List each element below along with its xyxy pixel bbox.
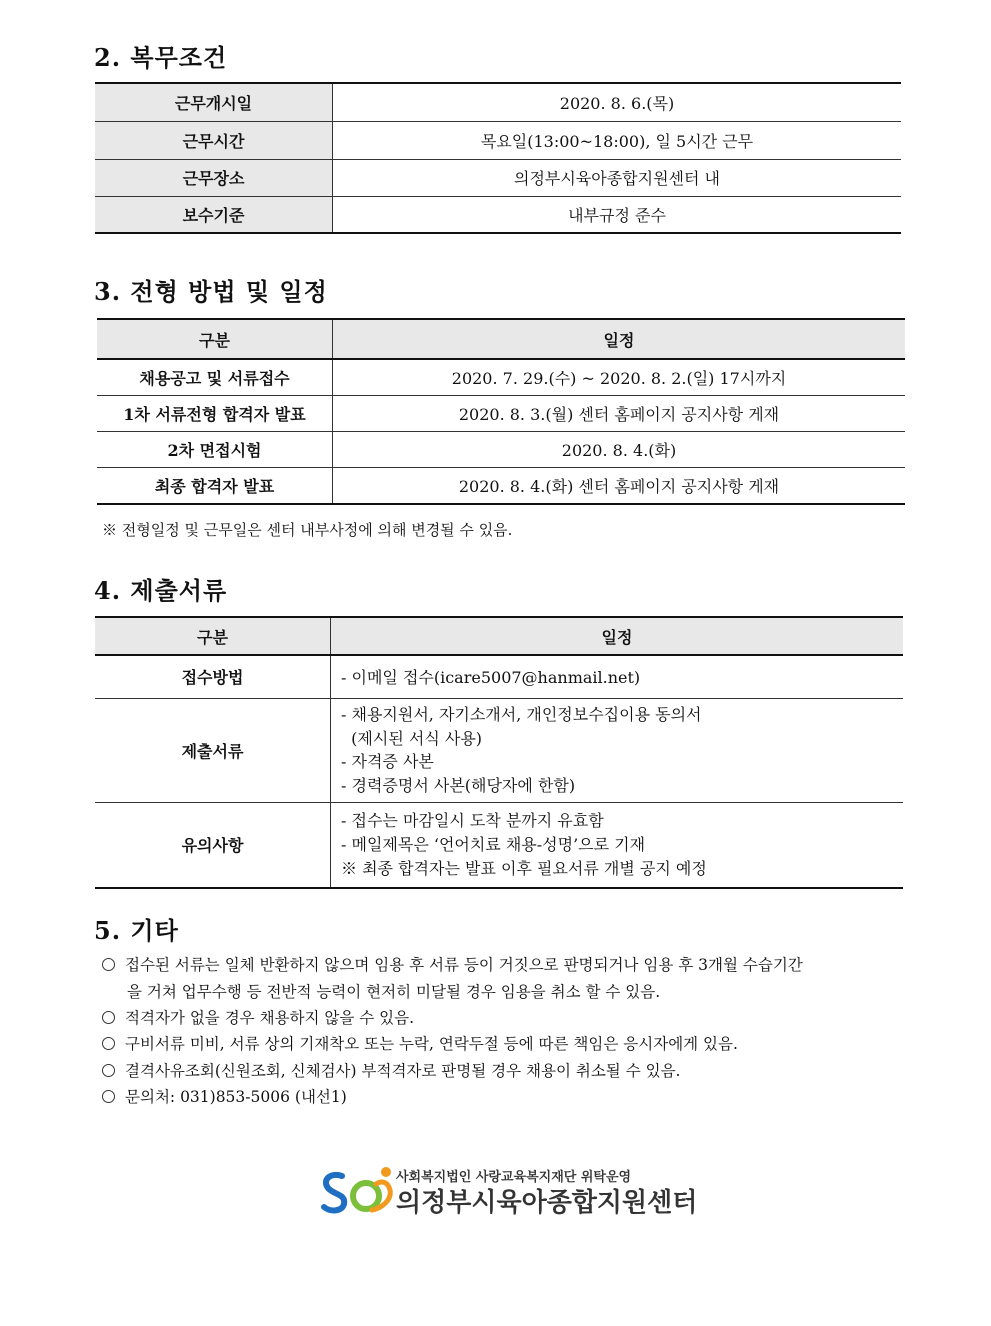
row-value: 2020. 8. 6.(목) — [333, 83, 902, 121]
row-label: 채용공고 및 서류접수 — [97, 359, 333, 395]
detail-line: (제시된 서식 사용) — [341, 728, 483, 748]
etc-text: 접수된 서류는 일체 반환하지 않으며 임용 후 서류 등이 거짓으로 판명되거나 임용 후 3개월 수습기간 — [125, 956, 803, 974]
row-value — [331, 655, 904, 698]
circle-bullet-icon — [102, 1011, 115, 1024]
etc-text: 구비서류 미비, 서류 상의 기재착오 또는 누락, 연락두절 등에 따른 책임은 응시자에게 있음. — [125, 1035, 738, 1053]
logo-subtitle: 사회복지법인 사랑교육복지재단 위탁운영 — [396, 1170, 632, 1185]
row-label: 유의사항 — [95, 802, 331, 888]
etc-text: 문의처: 031)853-5006 (내선1) — [125, 1088, 347, 1106]
row-value: 내부규정 준수 — [333, 196, 902, 233]
work-conditions-table — [95, 82, 901, 234]
etc-item — [102, 1059, 680, 1081]
row-label: 1차 서류전형 합격자 발표 — [97, 395, 333, 431]
etc-item — [102, 1032, 738, 1054]
detail-line: - 자격증 사본 — [341, 752, 434, 771]
row-label: 근무시간 — [95, 121, 333, 159]
etc-item — [102, 1006, 414, 1028]
header-category: 구분 — [97, 319, 333, 359]
schedule-note: ※ 전형일정 및 근무일은 센터 내부사정에 의해 변경될 수 있음. — [102, 521, 513, 539]
documents-table — [95, 616, 903, 889]
circle-bullet-icon — [102, 1037, 115, 1050]
detail-line: - 메일제목은 ‘언어치료 채용-성명’으로 기재 — [341, 834, 646, 854]
row-value: 목요일(13:00~18:00), 일 5시간 근무 — [333, 121, 902, 159]
detail-line: - 접수는 마감일시 도착 분까지 유효함 — [341, 810, 604, 830]
row-value: 2020. 8. 3.(월) 센터 홈페이지 공지사항 게재 — [333, 395, 906, 431]
header-category: 구분 — [95, 617, 331, 655]
etc-item-continued: 을 거쳐 업무수행 등 전반적 능력이 현저히 미달될 경우 임용을 취소 할 수 있음. — [127, 983, 661, 1001]
detail-line: - 경력증명서 사본(해당자에 한함) — [341, 775, 576, 795]
row-label: 보수기준 — [95, 196, 333, 233]
row-label: 근무개시일 — [95, 83, 333, 121]
row-label: 2차 면접시험 — [97, 431, 333, 467]
center-logo-icon — [320, 1162, 396, 1218]
detail-line: ※ 최종 합격자는 발표 이후 필요서류 개별 공지 예정 — [341, 858, 707, 878]
etc-item — [102, 1085, 347, 1107]
selection-schedule-table — [97, 318, 905, 505]
section4-title: 4. 제출서류 — [94, 576, 228, 605]
row-value: 2020. 7. 29.(수) ~ 2020. 8. 2.(일) 17시까지 — [333, 359, 906, 395]
header-schedule: 일정 — [331, 617, 904, 655]
row-label: 최종 합격자 발표 — [97, 467, 333, 504]
row-value — [331, 802, 904, 888]
section2-title: 2. 복무조건 — [94, 43, 228, 72]
row-value: 2020. 8. 4.(화) 센터 홈페이지 공지사항 게재 — [333, 467, 906, 504]
circle-bullet-icon — [102, 1064, 115, 1077]
circle-bullet-icon — [102, 1090, 115, 1103]
header-schedule: 일정 — [333, 319, 906, 359]
row-label: 접수방법 — [95, 655, 331, 698]
detail-line: - 이메일 접수(icare5007@hanmail.net) — [341, 668, 641, 688]
row-value: 의정부시육아종합지원센터 내 — [333, 159, 902, 196]
logo-name: 의정부시육아종합지원센터 — [396, 1188, 698, 1218]
section5-title: 5. 기타 — [94, 916, 179, 945]
row-value: 2020. 8. 4.(화) — [333, 431, 906, 467]
etc-text: 결격사유조회(신원조회, 신체검사) 부적격자로 판명될 경우 채용이 취소될 수 있음. — [125, 1062, 681, 1080]
row-value — [331, 698, 904, 802]
section3-title: 3. 전형 방법 및 일정 — [94, 277, 328, 306]
etc-item — [102, 953, 902, 975]
center-logo — [320, 1162, 698, 1222]
detail-line: - 채용지원서, 자기소개서, 개인정보수집이용 동의서 — [341, 705, 702, 724]
circle-bullet-icon — [102, 958, 115, 971]
etc-text: 적격자가 없을 경우 채용하지 않을 수 있음. — [125, 1009, 415, 1027]
row-label: 근무장소 — [95, 159, 333, 196]
row-label: 제출서류 — [95, 698, 331, 802]
